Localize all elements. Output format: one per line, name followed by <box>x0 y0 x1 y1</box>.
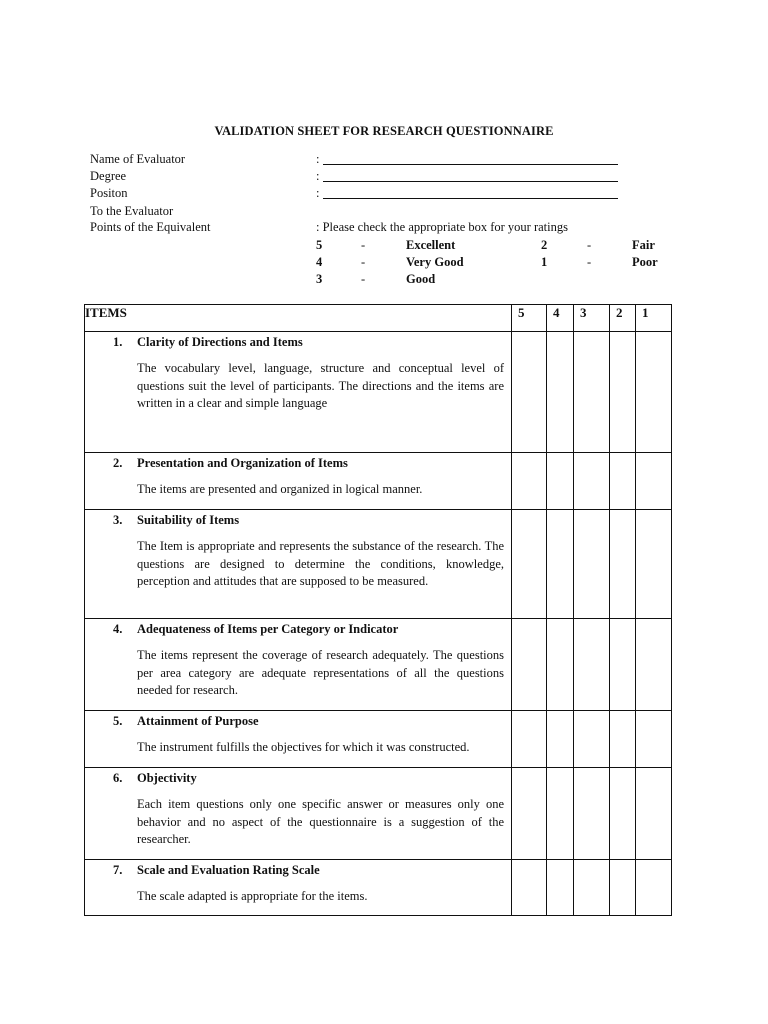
rating-box-2[interactable] <box>610 453 636 510</box>
item-number: 5. <box>113 714 123 728</box>
item-cell <box>85 711 512 768</box>
item-description: The scale adapted is appropriate for the items. <box>137 889 368 903</box>
scale-value-3: 3 <box>316 272 323 286</box>
position-blank[interactable] <box>323 198 618 199</box>
field-label-points: Points of the Equivalent <box>90 220 211 234</box>
rating-box-5[interactable] <box>512 768 547 860</box>
rating-box-4[interactable] <box>547 860 574 916</box>
item-title: Presentation and Organization of Items <box>137 456 348 470</box>
document-title: VALIDATION SHEET FOR RESEARCH QUESTIONNAIRE <box>214 124 554 138</box>
item-title: Attainment of Purpose <box>137 714 259 728</box>
rating-box-5[interactable] <box>512 711 547 768</box>
rating-box-2[interactable] <box>610 711 636 768</box>
scale-value-2: 2 <box>541 238 548 252</box>
degree-blank[interactable] <box>323 181 618 182</box>
scale-dash-3: - <box>361 272 366 286</box>
scale-label-1: Poor <box>632 255 658 269</box>
rating-box-1[interactable] <box>636 860 672 916</box>
table-row <box>85 860 672 916</box>
table-row <box>85 510 672 619</box>
rating-header-3: 3 <box>574 305 610 332</box>
rating-box-4[interactable] <box>547 711 574 768</box>
table-header-row <box>85 305 672 332</box>
rating-header-2: 2 <box>610 305 636 332</box>
item-description: Each item questions only one specific answer or measures only one behavior and no aspect of the questionnaire is a suggestion of the researcher. <box>137 797 504 846</box>
table-row <box>85 711 672 768</box>
field-label-name: Name of Evaluator <box>90 152 186 166</box>
rating-box-3[interactable] <box>574 619 610 711</box>
rating-box-4[interactable] <box>547 510 574 619</box>
rating-box-4[interactable] <box>547 453 574 510</box>
rating-box-1[interactable] <box>636 510 672 619</box>
rating-box-5[interactable] <box>512 332 547 453</box>
instruction-text: : Please check the appropriate box for your ratings <box>316 220 568 234</box>
table-row <box>85 619 672 711</box>
field-label-degree: Degree <box>90 169 127 183</box>
scale-value-1: 1 <box>541 255 548 269</box>
rating-header-5: 5 <box>512 305 547 332</box>
item-description: The items represent the coverage of research adequately. The questions per area category are adequate representations of all the questions needed for research. <box>137 648 504 697</box>
scale-value-5: 5 <box>316 238 323 252</box>
item-number: 3. <box>113 513 123 527</box>
item-title: Adequateness of Items per Category or Indicator <box>137 622 399 636</box>
item-title: Scale and Evaluation Rating Scale <box>137 863 320 877</box>
item-title: Clarity of Directions and Items <box>137 335 303 349</box>
rating-box-2[interactable] <box>610 510 636 619</box>
table-row <box>85 768 672 860</box>
item-cell <box>85 453 512 510</box>
rating-box-1[interactable] <box>636 711 672 768</box>
field-colon-degree: : <box>316 169 320 183</box>
item-description: The vocabulary level, language, structure and conceptual level of questions suit the level of participants. The directions and the items are written in a clear and simple language <box>137 361 504 410</box>
scale-dash-2: - <box>587 238 592 252</box>
scale-value-4: 4 <box>316 255 323 269</box>
rating-box-3[interactable] <box>574 711 610 768</box>
item-description: The Item is appropriate and represents the substance of the research. The questions are designed to determine the conditions, knowledge, perception and attitudes that are supposed to be measured. <box>137 539 504 588</box>
name-of-evaluator-blank[interactable] <box>323 164 618 165</box>
rating-box-5[interactable] <box>512 453 547 510</box>
rating-box-2[interactable] <box>610 619 636 711</box>
scale-label-4: Very Good <box>406 255 464 269</box>
rating-box-1[interactable] <box>636 332 672 453</box>
field-label-position: Positon <box>90 186 128 200</box>
evaluation-table <box>84 304 672 916</box>
scale-dash-4: - <box>361 255 366 269</box>
scale-label-2: Fair <box>632 238 655 252</box>
field-colon-position: : <box>316 186 320 200</box>
item-number: 2. <box>113 456 123 470</box>
rating-box-3[interactable] <box>574 332 610 453</box>
rating-header-4: 4 <box>547 305 574 332</box>
item-title: Objectivity <box>137 771 197 785</box>
item-number: 6. <box>113 771 123 785</box>
items-header: ITEMS <box>85 305 512 332</box>
rating-box-1[interactable] <box>636 453 672 510</box>
item-description: The items are presented and organized in logical manner. <box>137 482 423 496</box>
scale-label-3: Good <box>406 272 436 286</box>
rating-box-3[interactable] <box>574 510 610 619</box>
rating-box-3[interactable] <box>574 768 610 860</box>
scale-dash-1: - <box>587 255 592 269</box>
rating-header-1: 1 <box>636 305 672 332</box>
table-row <box>85 332 672 453</box>
item-cell <box>85 332 512 453</box>
item-cell <box>85 768 512 860</box>
field-colon-name: : <box>316 152 320 166</box>
item-title: Suitability of Items <box>137 513 240 527</box>
scale-dash-5: - <box>361 238 366 252</box>
rating-box-4[interactable] <box>547 619 574 711</box>
rating-box-3[interactable] <box>574 453 610 510</box>
rating-box-1[interactable] <box>636 768 672 860</box>
rating-box-2[interactable] <box>610 768 636 860</box>
rating-box-5[interactable] <box>512 510 547 619</box>
item-cell <box>85 510 512 619</box>
item-description: The instrument fulfills the objectives for which it was constructed. <box>137 740 470 754</box>
item-number: 7. <box>113 863 123 877</box>
rating-box-5[interactable] <box>512 619 547 711</box>
rating-box-3[interactable] <box>574 860 610 916</box>
field-label-to-evaluator: To the Evaluator <box>90 204 174 218</box>
rating-box-4[interactable] <box>547 768 574 860</box>
item-number: 4. <box>113 622 123 636</box>
item-cell <box>85 619 512 711</box>
scale-label-5: Excellent <box>406 238 456 252</box>
rating-box-2[interactable] <box>610 332 636 453</box>
rating-box-4[interactable] <box>547 332 574 453</box>
item-cell <box>85 860 512 916</box>
rating-box-1[interactable] <box>636 619 672 711</box>
item-number: 1. <box>113 335 123 349</box>
rating-box-2[interactable] <box>610 860 636 916</box>
rating-box-5[interactable] <box>512 860 547 916</box>
table-row <box>85 453 672 510</box>
